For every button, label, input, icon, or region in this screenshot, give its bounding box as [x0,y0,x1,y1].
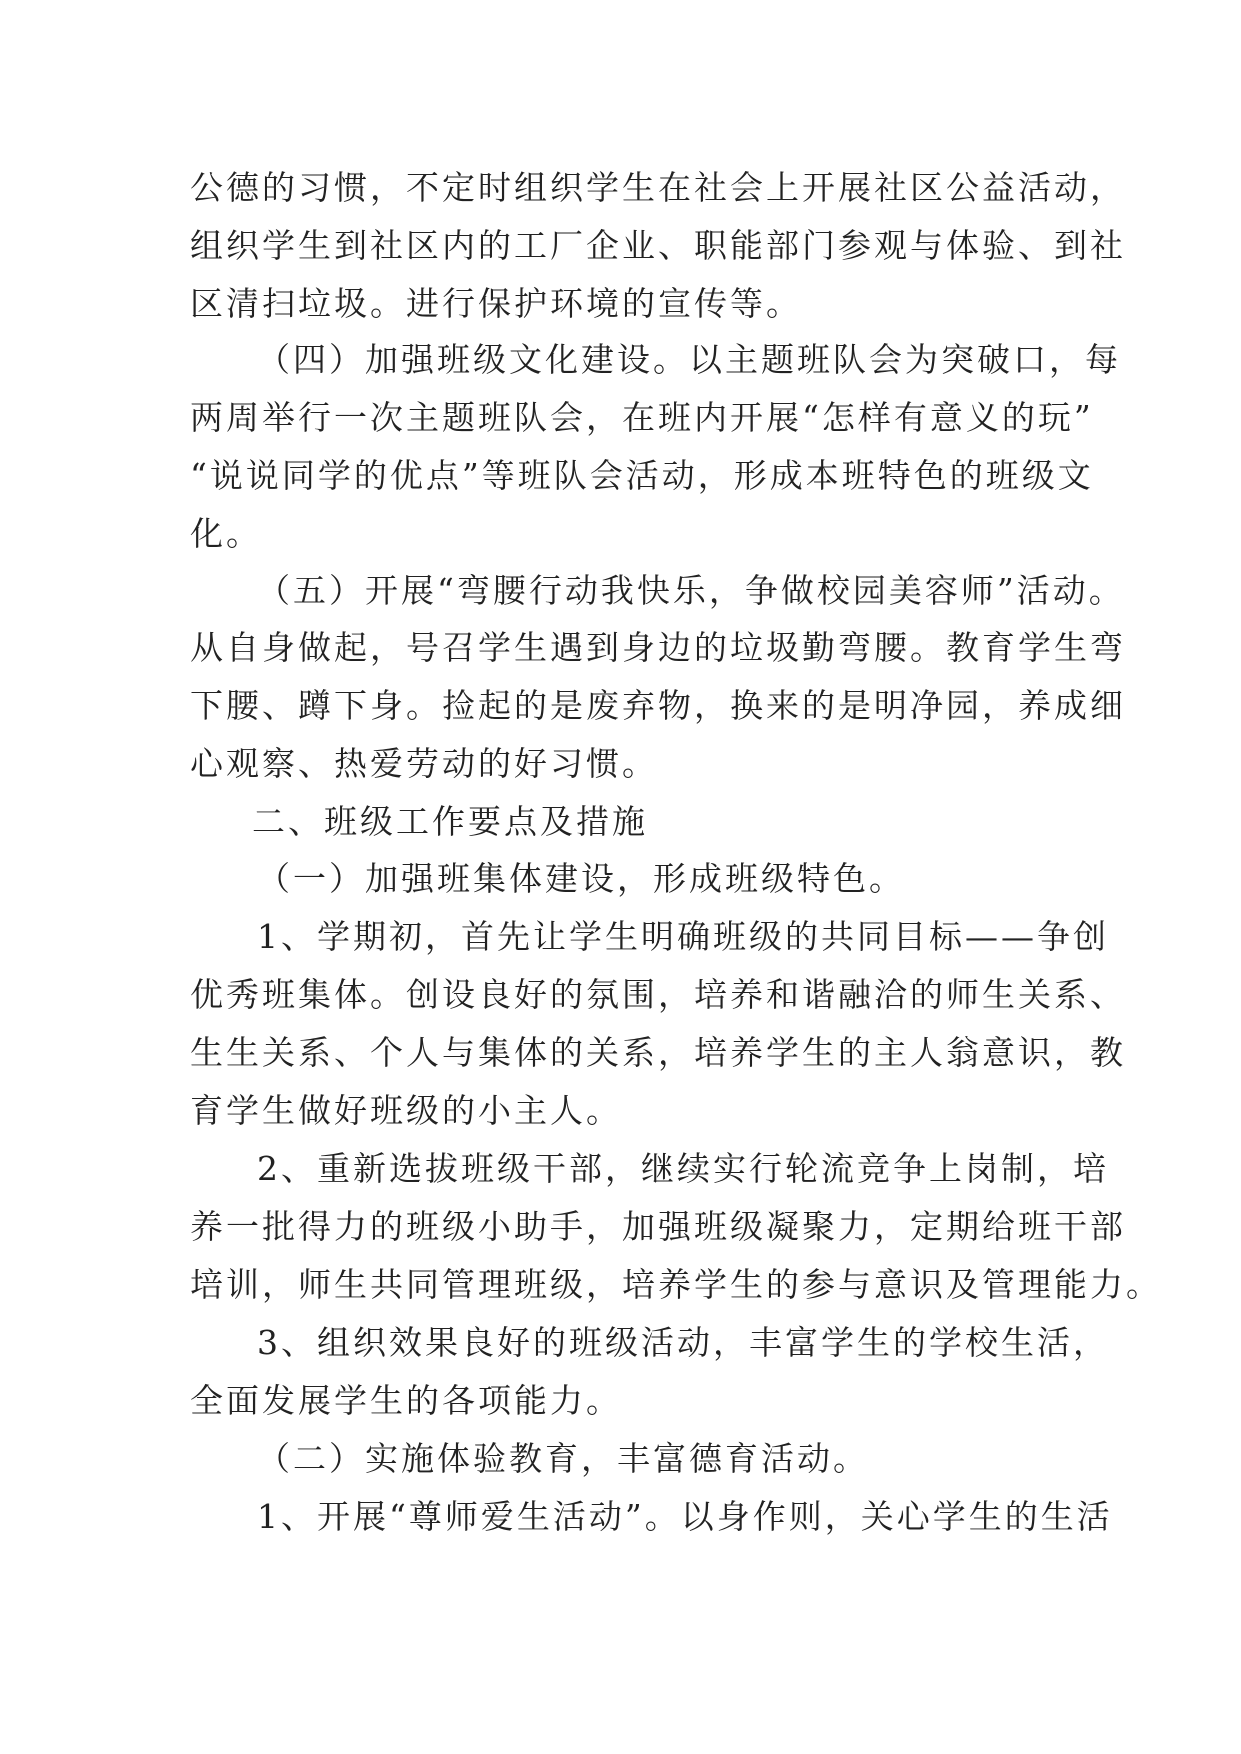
text-line-1: 公德的习惯，不定时组织学生在社会上开展社区公益活动， [190,168,1126,207]
item-3-line-1: 3、组织效果良好的班级活动，丰富学生的学校生活， [257,1323,1109,1362]
item-2-line-1: 2、重新选拔班级干部，继续实行轮流竞争上岗制，培 [257,1149,1109,1188]
text-line-5: 两周举行一次主题班队会，在班内开展“怎样有意义的玩” [190,398,1094,437]
text-line-10: 下腰、蹲下身。捡起的是废弃物，换来的是明净园，养成细 [190,686,1126,725]
item-1-line-1: 1、学期初，首先让学生明确班级的共同目标——争创 [257,917,1109,956]
item-3-line-2: 全面发展学生的各项能力。 [190,1381,622,1420]
section-five-heading: （五）开展“弯腰行动我快乐，争做校园美容师”活动。 [257,571,1125,610]
item-4-line-1: 1、开展“尊师爱生活动”。以身作则，关心学生的生活 [257,1497,1113,1536]
text-line-7: 化。 [190,514,262,553]
section-heading-2: 二、班级工作要点及措施 [252,802,648,841]
subsection-two-heading: （二）实施体验教育，丰富德育活动。 [257,1439,869,1478]
section-four-heading: （四）加强班级文化建设。以主题班队会为突破口，每 [257,340,1121,379]
text-line-9: 从自身做起，号召学生遇到身边的垃圾勤弯腰。教育学生弯 [190,628,1126,667]
item-2-line-3: 培训，师生共同管理班级，培养学生的参与意识及管理能力。 [190,1265,1162,1304]
item-1-line-2: 优秀班集体。创设良好的氛围，培养和谐融洽的师生关系、 [190,975,1126,1014]
text-line-6: “说说同学的优点”等班队会活动，形成本班特色的班级文 [190,456,1094,495]
subsection-one-heading: （一）加强班集体建设，形成班级特色。 [257,859,905,898]
text-line-2: 组织学生到社区内的工厂企业、职能部门参观与体验、到社 [190,226,1126,265]
text-line-3: 区清扫垃圾。进行保护环境的宣传等。 [190,284,802,323]
text-line-11: 心观察、热爱劳动的好习惯。 [190,744,658,783]
item-1-line-3: 生生关系、个人与集体的关系，培养学生的主人翁意识，教 [190,1033,1126,1072]
item-1-line-4: 育学生做好班级的小主人。 [190,1091,622,1130]
item-2-line-2: 养一批得力的班级小助手，加强班级凝聚力，定期给班干部 [190,1207,1126,1246]
